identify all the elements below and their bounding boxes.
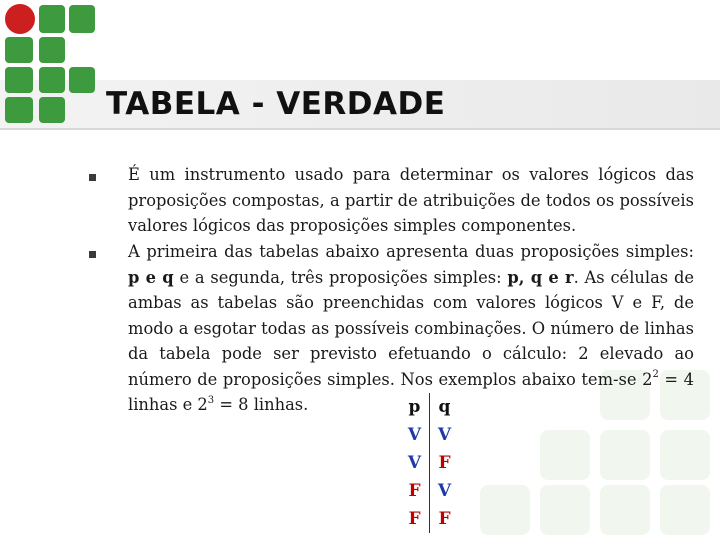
bullet-2-part-2: e a segunda, três proposições simples:: [173, 267, 508, 287]
exponent-2: 2: [652, 369, 659, 381]
institution-logo: [0, 0, 100, 128]
cell-value: F: [400, 477, 430, 505]
bullet-2-bold-2: p, q e r: [507, 267, 574, 287]
cell-value: F: [400, 505, 430, 533]
title-divider: [0, 128, 720, 130]
truth-table-row: [400, 421, 459, 449]
bullet-marker-1: [89, 174, 96, 181]
cell-value: V: [437, 481, 452, 501]
cell-value: V: [437, 425, 452, 445]
cell-value: F: [438, 509, 451, 529]
cell-value: V: [400, 421, 430, 449]
header-q: q: [438, 397, 451, 417]
truth-table-row: [400, 505, 459, 533]
bullet-2-part-3: . As células de ambas as tabelas são preenchidas com valores lógicos V e F, de modo a esgotar todas as possíveis combinações. O número de linhas da tabela pode ser previsto efetuando o cálculo: 2 elevado ao número de proposições simples. Nos exemplos abaixo tem-se 2: [128, 267, 694, 389]
truth-table-row: [400, 449, 459, 477]
bullet-2-bold-1: p e q: [128, 267, 174, 287]
cell-value: F: [438, 453, 451, 473]
bullet-2-part-4: = 4 linhas e 2: [128, 369, 694, 414]
bullet-2-part-5: = 8 linhas.: [214, 395, 309, 414]
truth-table-header-row: [400, 393, 459, 421]
header-p: p: [400, 393, 430, 421]
bullet-text-1: É um instrumento usado para determinar os valores lógicos das proposições compostas, a partir de atribuições de todos os possíveis valores lógicos das proposições simples componentes.: [128, 165, 694, 235]
truth-table: [400, 393, 459, 533]
truth-table-row: [400, 477, 459, 505]
bullet-marker-2: [89, 251, 96, 258]
cell-value: V: [400, 449, 430, 477]
exponent-3: 3: [207, 394, 215, 406]
bullet-2-part-1: A primeira das tabelas abaixo apresenta duas proposições simples:: [128, 242, 694, 261]
slide-title: TABELA - VERDADE: [106, 86, 446, 122]
bullet-text-2: [128, 239, 694, 418]
